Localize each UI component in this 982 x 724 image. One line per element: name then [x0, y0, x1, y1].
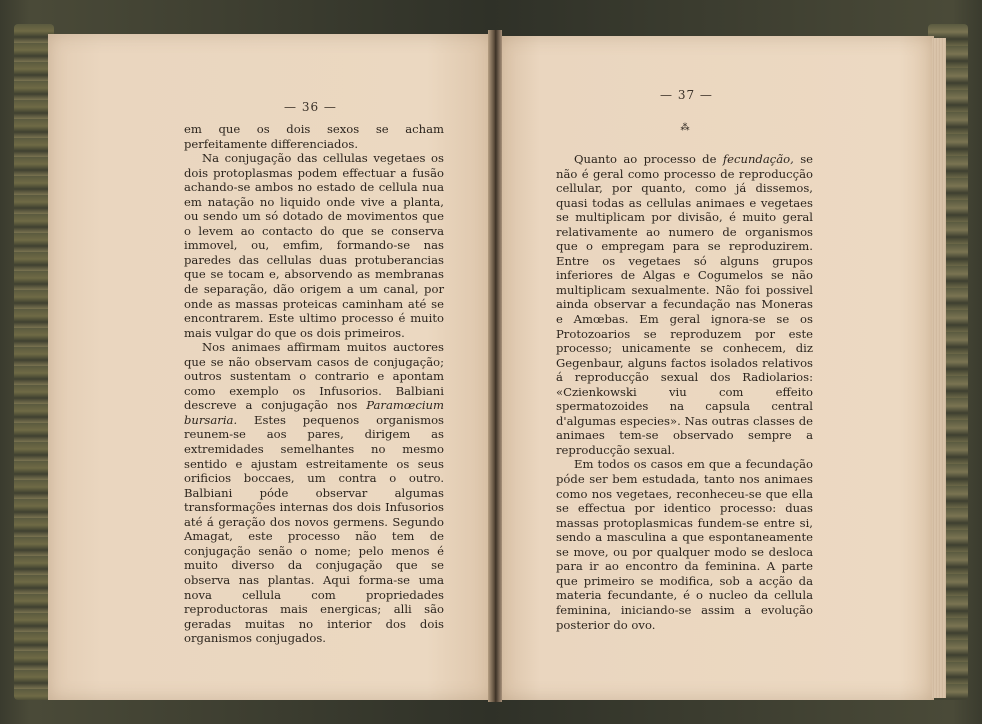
left-page-text	[184, 122, 444, 646]
left-paragraph-3-start: Nos animaes affirmam muitos auctores que se não observam casos de conjugação; outros sustentam o contrario e apontam como exemplo os Infusorios. Balbiani descreve a conjugação nos	[184, 340, 444, 413]
right-paragraph-2: Em todos os casos em que a fecundação póde ser bem estudada, tanto nos animaes como nos vegetaes, reconheceu-se que ella se effectua por identico processo: duas massas protoplasmicas fundem-se entre si, sendo a masculina a que espontaneamente se move, ou por qualquer modo se desloca para ir ao encontro da feminina. A parte que primeiro se modifica, sob a acção da materia fecundante, é o nucleo da cellula feminina, iniciando-se assim a evolução posterior do ovo.	[556, 457, 813, 632]
section-asterism: ⁂	[680, 123, 690, 133]
right-paragraph-1-end: se não é geral como processo de reproducção cellular, por quanto, como já dissemos, quasi todas as cellulas animaes e vegetaes se multiplicam por divisão, é muito geral relativamente ao numero de organismos que o empregam para se reproduzirem. Entre os vegetaes só alguns grupos inferiores de Algas e Cogumelos se não multiplicam sexualmente. Não foi possivel ainda observar a fecundação nas Moneras e Amœbas. Em geral ignora-se se os Protozoarios se reproduzem por este processo; unicamente se conhecem, diz Gegenbaur, alguns factos isolados relativos á reproducção sexual dos Radiolarios: «Czienkowski viu com effeito spermatozoides na capsula central d'algumas especies». Nas outras classes de animaes tem-se observado sempre a reproducção sexual.	[556, 152, 813, 457]
species-name: Paramœcium bursaria.	[184, 398, 444, 427]
book-gutter	[488, 30, 502, 702]
left-paragraph-1: em que os dois sexos se acham perfeitamente differenciados.	[184, 122, 444, 151]
right-page-text	[556, 152, 813, 632]
right-paragraph-1	[556, 152, 813, 457]
left-paragraph-3-end: Estes pequenos organismos reunem-se aos pares, dirigem as extremidades semelhantes no mesmo sentido e ajustam estreitamente os seus orificios boccaes, um contra o outro. Balbiani póde observar algumas transformações internas dos dois Infusorios até á geração dos novos germens. Segundo Amagat, este processo não tem de conjugação senão o nome; pelo menos é muito diverso da conjugação que se observa nas plantas. Aqui forma-se uma nova cellula com propriedades reproductoras mais energicas; alli são geradas muitas no interior dos dois organismos conjugados.	[184, 412, 445, 646]
emphasis-fecundacao: fecundação,	[722, 152, 794, 166]
left-page-number: — 36 —	[284, 100, 337, 114]
left-paragraph-2: Na conjugação das cellulas vegetaes os dois protoplasmas podem effectuar a fusão achando-se ambos no estado de cellula nua em natação no liquido onde vive a planta, ou sendo um só dotado de movimentos que o levem ao contacto do que se conserva immovel, ou, emfim, formando-se nas paredes das cellulas duas protuberancias que se tocam e, absorvendo as membranas de separação, dão origem a um canal, por onde as massas proteicas caminham até se encontrarem. Este ultimo processo é muito mais vulgar do que os dois primeiros.	[184, 151, 444, 340]
page-stack-edge	[932, 38, 946, 698]
left-paragraph-3	[184, 340, 444, 645]
right-paragraph-1-start: Quanto ao processo de	[574, 152, 717, 166]
right-page-number: — 37 —	[660, 88, 713, 102]
